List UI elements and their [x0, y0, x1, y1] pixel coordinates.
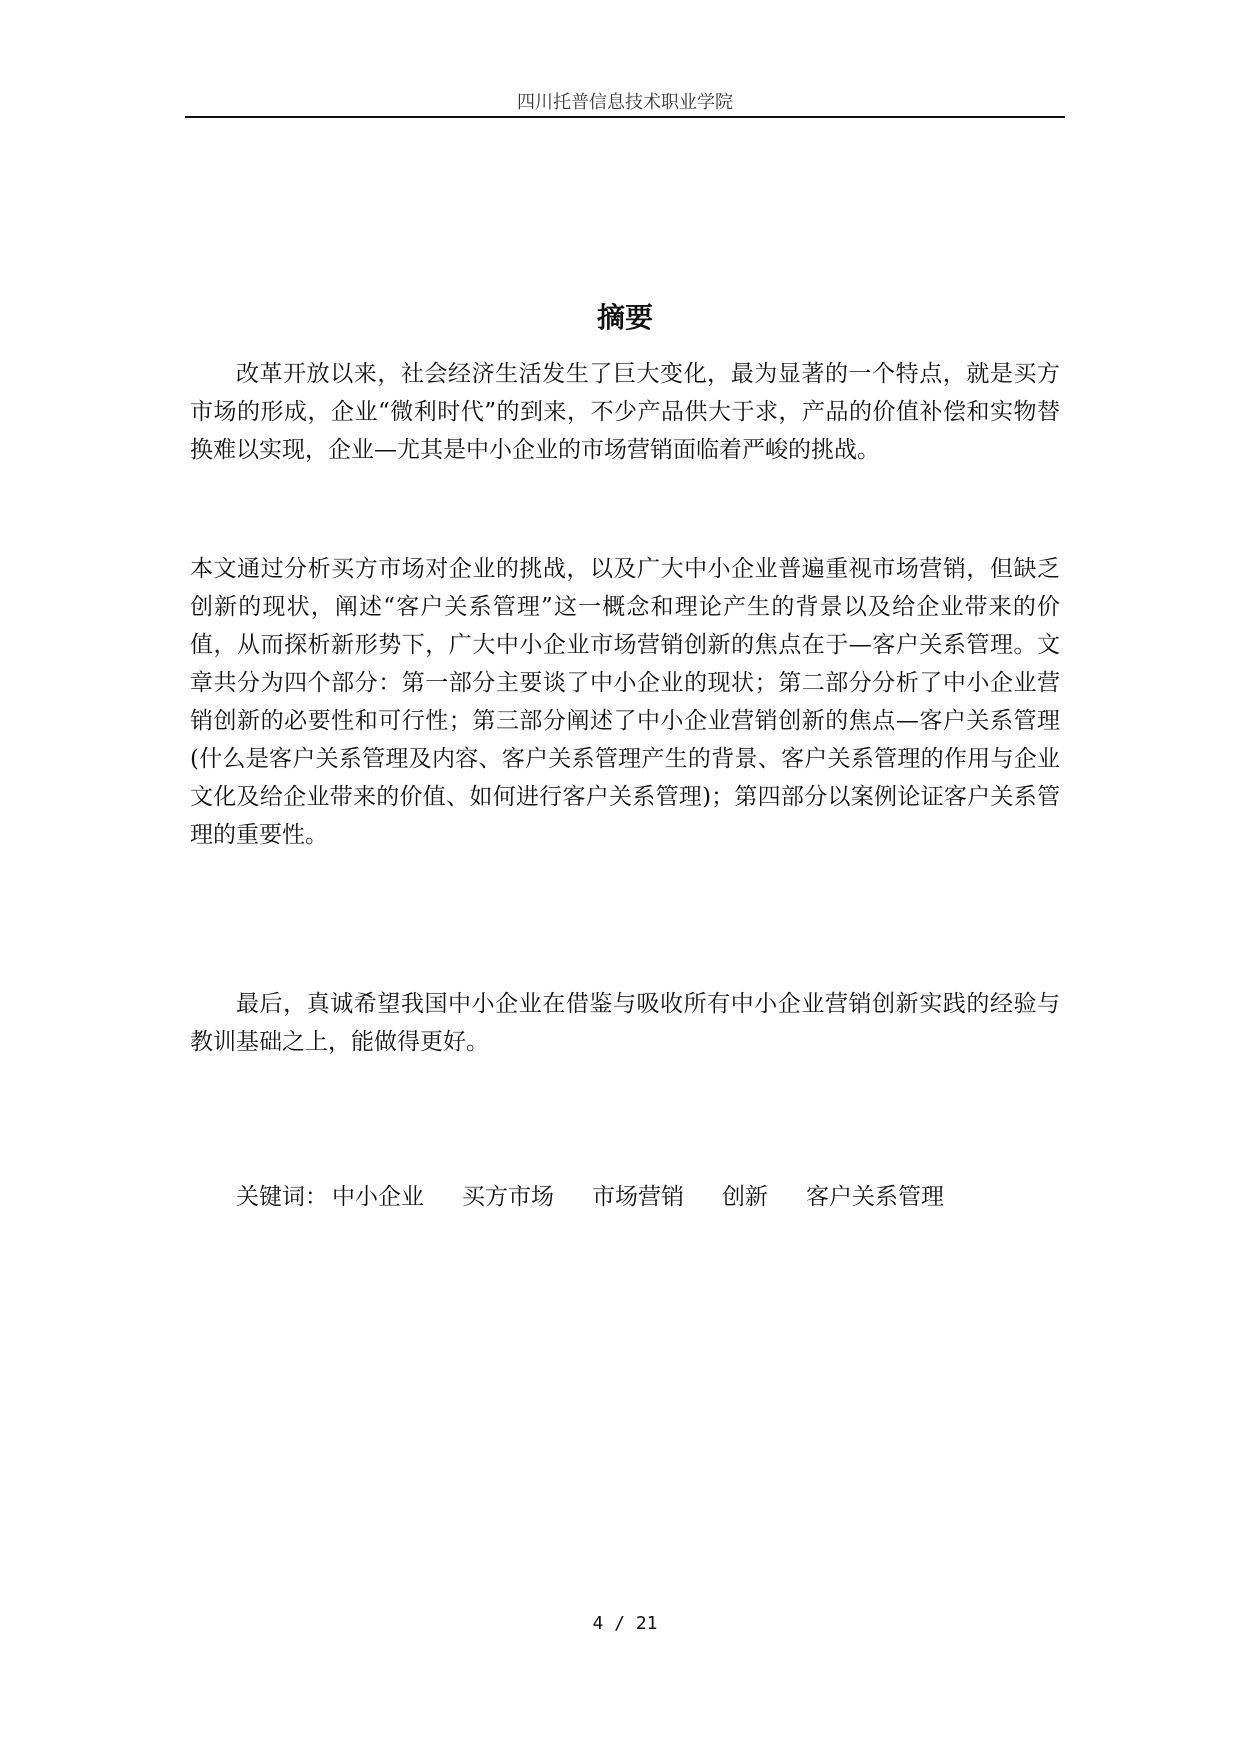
keyword: 中小企业 — [332, 1184, 424, 1210]
paragraph-text: 最后，真诚希望我国中小企业在借鉴与吸收所有中小企业营销创新实践的经验与教训基础之上，能做得更好。 — [190, 991, 1060, 1055]
keyword: 市场营销 — [592, 1184, 684, 1210]
abstract-paragraph-1 — [190, 355, 1060, 469]
keyword: 客户关系管理 — [806, 1184, 944, 1210]
keyword: 创新 — [722, 1184, 768, 1210]
abstract-paragraph-3 — [190, 985, 1060, 1061]
keywords-line — [236, 1178, 982, 1216]
abstract-title: 摘要 — [596, 301, 653, 334]
header-divider — [185, 116, 1065, 118]
keywords-label: 关键词： — [236, 1184, 328, 1210]
page-number: 4 / 21 — [592, 1613, 658, 1634]
paragraph-text: 本文通过分析买方市场对企业的挑战，以及广大中小企业普遍重视市场营销，但缺乏创新的现状，阐述“客户关系管理”这一概念和理论产生的背景以及给企业带来的价值，从而探析新形势下，广大中小企业市场营销创新的焦点在于—客户关系管理。文章共分为四个部分：第一部分主要谈了中小企业的现状；第二部分分析了中小企业营销创新的必要性和可行性；第三部分阐述了中小企业营销创新的焦点—客户关系管理(什么是客户关系管理及内容、客户关系管理产生的背景、客户关系管理的作用与企业文化及给企业带来的价值、如何进行客户关系管理)；第四部分以案例论证客户关系管理的重要性。 — [190, 556, 1060, 848]
paragraph-text: 改革开放以来，社会经济生活发生了巨大变化，最为显著的一个特点，就是买方市场的形成，企业“微利时代”的到来，不少产品供大于求，产品的价值补偿和实物替换难以实现，企业—尤其是中小企业的市场营销面临着严峻的挑战。 — [190, 361, 1060, 463]
keyword: 买方市场 — [462, 1184, 554, 1210]
abstract-paragraph-2 — [190, 550, 1060, 854]
page-header: 四川托普信息技术职业学院 — [517, 92, 733, 113]
